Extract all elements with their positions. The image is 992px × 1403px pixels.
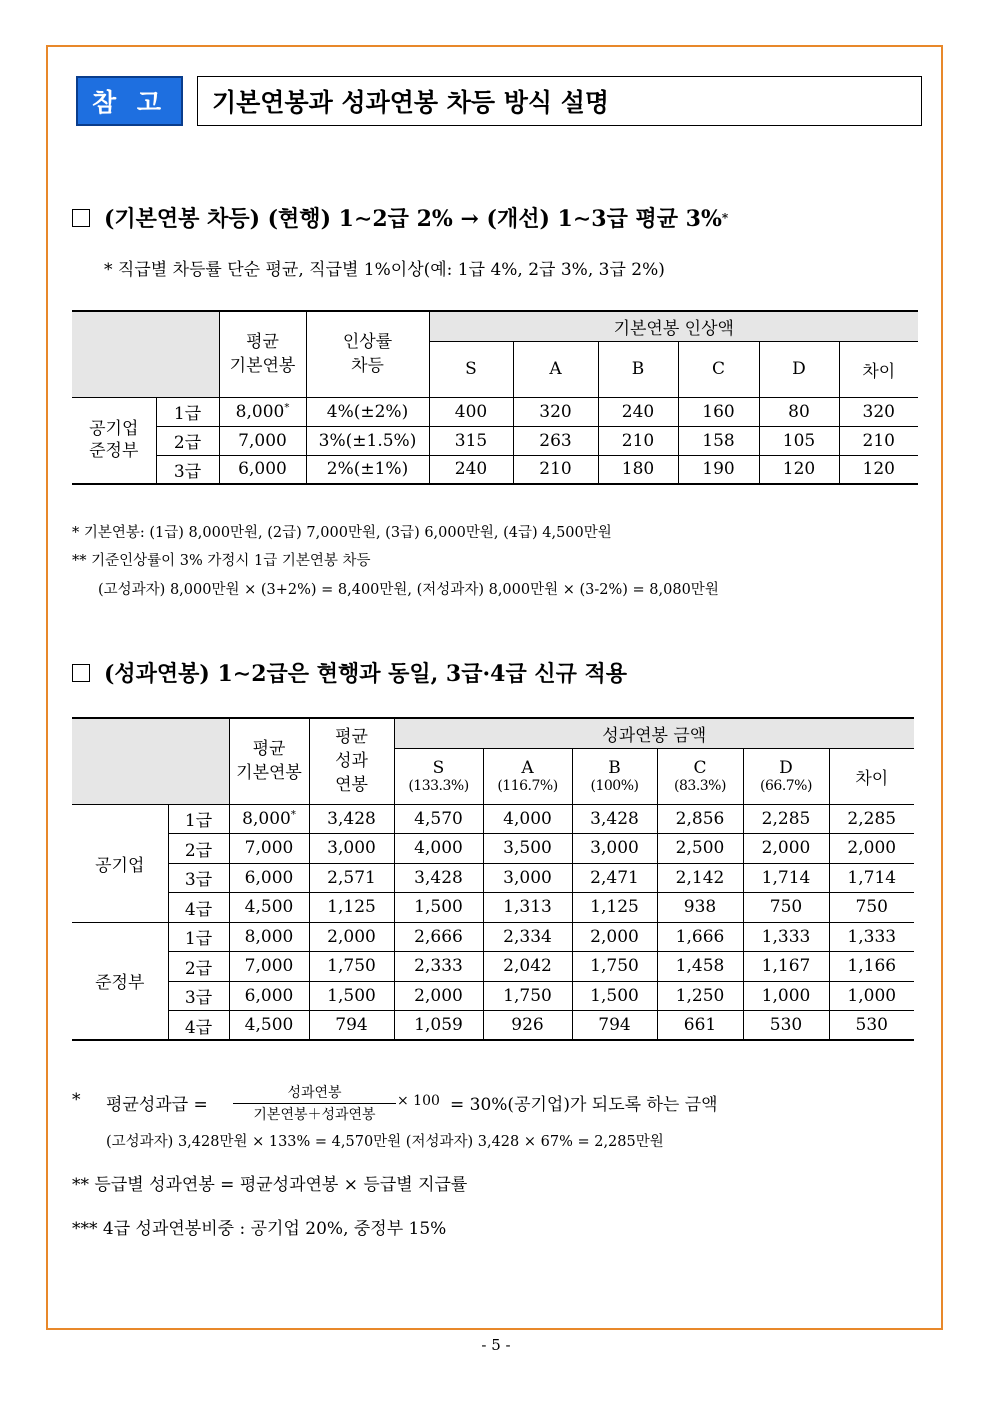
- table-cell: 2,142: [657, 863, 743, 893]
- table-cell: 4,570: [394, 804, 483, 834]
- table-cell: 2,471: [572, 863, 657, 893]
- table-cell: 1,714: [743, 863, 829, 893]
- table-cell: 120: [759, 455, 839, 484]
- table-cell: 2,000: [309, 922, 394, 952]
- table1-col-d: D: [759, 341, 839, 397]
- table-cell: 3,000: [483, 863, 572, 893]
- table2-group-label: 공기업: [72, 804, 168, 922]
- table-cell: 400: [429, 397, 513, 426]
- table-cell: 2,333: [394, 952, 483, 982]
- table-cell: 105: [759, 426, 839, 455]
- table-cell: 2,500: [657, 834, 743, 864]
- table-cell: 4%(±2%): [306, 397, 429, 426]
- table-cell: 2,000: [394, 981, 483, 1011]
- formula-multiplier: × 100: [397, 1093, 440, 1109]
- table-row: [72, 893, 914, 923]
- table-cell: 180: [598, 455, 678, 484]
- table2-col-b: B (100%): [572, 748, 657, 804]
- table-cell: 2급: [168, 834, 229, 864]
- table-cell: 1,125: [572, 893, 657, 923]
- table-cell: 3급: [168, 863, 229, 893]
- table-cell: 530: [743, 1011, 829, 1041]
- table-cell: 120: [839, 455, 918, 484]
- table-cell: 1,714: [829, 863, 914, 893]
- formula-tail: = 30%(공기업)가 되도록 하는 금액: [450, 1095, 718, 1115]
- section1-heading: [72, 202, 728, 233]
- table-cell: 3급: [156, 455, 219, 484]
- table-cell: 1,250: [657, 981, 743, 1011]
- table-cell: 6,000: [229, 981, 309, 1011]
- table1-col-b: B: [598, 341, 678, 397]
- note3: *** 4급 성과연봉비중 : 공기업 20%, 중정부 15%: [72, 1219, 447, 1239]
- table2-h-avg: 평균 기본연봉: [229, 718, 309, 804]
- table2-h-perf: 평균 성과 연봉: [309, 718, 394, 804]
- table2-body: [72, 804, 914, 1040]
- table-row: [72, 834, 914, 864]
- table-cell: 3,428: [572, 804, 657, 834]
- table-cell: 2급: [168, 952, 229, 982]
- table-cell: 4,000: [483, 804, 572, 834]
- table-cell: 750: [743, 893, 829, 923]
- table-cell: 661: [657, 1011, 743, 1041]
- table-cell: 3,000: [572, 834, 657, 864]
- note1-line3: (고성과자) 8,000만원 × (3+2%) = 8,400만원, (저성과자) 8,000만원 × (3-2%) = 8,080만원: [98, 582, 719, 598]
- table1-h-avg: 평균 기본연봉: [219, 311, 306, 397]
- table-row: [72, 981, 914, 1011]
- table-cell: 2,334: [483, 922, 572, 952]
- table1-col-diff: 차이: [839, 341, 918, 397]
- table-cell: 3급: [168, 981, 229, 1011]
- table-cell: 1,500: [572, 981, 657, 1011]
- table-cell: 1급: [168, 804, 229, 834]
- table-cell: 1급: [168, 922, 229, 952]
- table-cell: 2,000: [743, 834, 829, 864]
- table-cell: 2,856: [657, 804, 743, 834]
- note1-line2: ** 기준인상률이 3% 가정시 1급 기본연봉 차등: [72, 553, 371, 569]
- table-cell: 4급: [168, 1011, 229, 1041]
- table-cell: 4급: [168, 893, 229, 923]
- table-cell: 320: [513, 397, 598, 426]
- table-row: [72, 804, 914, 834]
- table-cell: 1,000: [829, 981, 914, 1011]
- table-cell: 190: [678, 455, 759, 484]
- table-cell: 2,042: [483, 952, 572, 982]
- table-cell: 794: [572, 1011, 657, 1041]
- table-cell: 3,000: [309, 834, 394, 864]
- table-cell: 1,750: [572, 952, 657, 982]
- formula-denominator: 기본연봉＋성과연봉: [253, 1107, 376, 1123]
- checkbox-icon: [72, 664, 90, 682]
- table-cell: 8,000: [229, 922, 309, 952]
- table-cell: 8,000*: [219, 397, 306, 426]
- table-cell: 2,000: [829, 834, 914, 864]
- performance-salary-table: [72, 717, 914, 1041]
- table-cell: 1,333: [829, 922, 914, 952]
- reference-tag: 참 고: [76, 76, 183, 126]
- table-cell: 2,000: [572, 922, 657, 952]
- table-cell: 3,428: [309, 804, 394, 834]
- table-cell: 160: [678, 397, 759, 426]
- table-row: [72, 952, 914, 982]
- table-cell: 8,000*: [229, 804, 309, 834]
- table-cell: 2급: [156, 426, 219, 455]
- table-cell: 7,000: [229, 952, 309, 982]
- table-cell: 210: [839, 426, 918, 455]
- note1-line1: * 기본연봉: (1급) 8,000만원, (2급) 7,000만원, (3급) 6,000만원, (4급) 4,500만원: [72, 525, 612, 541]
- table1-group-label: 공기업 준정부: [72, 397, 156, 484]
- table1-col-s: S: [429, 341, 513, 397]
- table-cell: 240: [598, 397, 678, 426]
- table-row: [72, 922, 914, 952]
- table-cell: 210: [513, 455, 598, 484]
- table-cell: 2%(±1%): [306, 455, 429, 484]
- table-row: [72, 1011, 914, 1041]
- table-cell: 2,285: [743, 804, 829, 834]
- table-cell: 1,500: [309, 981, 394, 1011]
- table-cell: 210: [598, 426, 678, 455]
- table-cell: 938: [657, 893, 743, 923]
- formula-star: *: [72, 1090, 81, 1110]
- table1-h-group: 기본연봉 인상액: [429, 311, 918, 341]
- table-cell: 7,000: [219, 426, 306, 455]
- table-cell: 1,333: [743, 922, 829, 952]
- table1-col-c: C: [678, 341, 759, 397]
- table-cell: 3,500: [483, 834, 572, 864]
- checkbox-icon: [72, 209, 90, 227]
- table-cell: 1,750: [483, 981, 572, 1011]
- table-cell: 158: [678, 426, 759, 455]
- formula-fraction: [233, 1082, 396, 1124]
- table2-col-c: C (83.3%): [657, 748, 743, 804]
- table-cell: 2,666: [394, 922, 483, 952]
- table-cell: 1,000: [743, 981, 829, 1011]
- formula-numerator: 성과연봉: [233, 1082, 396, 1104]
- table-cell: 4,500: [229, 1011, 309, 1041]
- table-cell: 80: [759, 397, 839, 426]
- table-cell: 263: [513, 426, 598, 455]
- table-cell: 926: [483, 1011, 572, 1041]
- table-cell: 7,000: [229, 834, 309, 864]
- table-cell: 6,000: [219, 455, 306, 484]
- table-row: [72, 863, 914, 893]
- table2-col-s: S (133.3%): [394, 748, 483, 804]
- section1-note: * 직급별 차등률 단순 평균, 직급별 1%이상(예: 1급 4%, 2급 3%, 3급 2%): [104, 260, 665, 280]
- table-cell: 6,000: [229, 863, 309, 893]
- section2-heading: [72, 657, 627, 688]
- table-cell: 1,500: [394, 893, 483, 923]
- base-salary-table: [72, 310, 918, 485]
- table-cell: 1,666: [657, 922, 743, 952]
- table1-col-a: A: [513, 341, 598, 397]
- table2-col-diff: 차이: [829, 748, 914, 804]
- page-title: 기본연봉과 성과연봉 차등 방식 설명: [197, 76, 922, 126]
- table-cell: 1,458: [657, 952, 743, 982]
- table-cell: 2,285: [829, 804, 914, 834]
- table-cell: 530: [829, 1011, 914, 1041]
- table-cell: 2,571: [309, 863, 394, 893]
- page-number: - 5 -: [481, 1336, 511, 1354]
- table-cell: 1,167: [743, 952, 829, 982]
- table-cell: 315: [429, 426, 513, 455]
- table-cell: 320: [839, 397, 918, 426]
- table-cell: 1,313: [483, 893, 572, 923]
- table1-corner: [72, 311, 219, 397]
- table2-corner: [72, 718, 229, 804]
- table-cell: 4,500: [229, 893, 309, 923]
- table2-col-a: A (116.7%): [483, 748, 572, 804]
- table-cell: 1,125: [309, 893, 394, 923]
- table-cell: 240: [429, 455, 513, 484]
- section1-heading-sup: *: [721, 210, 729, 225]
- formula-label: 평균성과급 =: [106, 1095, 208, 1115]
- table2-group-label: 준정부: [72, 922, 168, 1040]
- formula-example: (고성과자) 3,428만원 × 133% = 4,570만원 (저성과자) 3,428 × 67% = 2,285만원: [106, 1134, 664, 1150]
- table2-h-group: 성과연봉 금액: [394, 718, 914, 748]
- section1-heading-text: (기본연봉 차등) (현행) 1∼2급 2% → (개선) 1∼3급 평균 3%: [104, 206, 722, 232]
- table-cell: 1급: [156, 397, 219, 426]
- table1-h-rate: 인상률 차등: [306, 311, 429, 397]
- table-cell: 3%(±1.5%): [306, 426, 429, 455]
- table-cell: 1,059: [394, 1011, 483, 1041]
- table-cell: 1,166: [829, 952, 914, 982]
- section2-heading-text: (성과연봉) 1∼2급은 현행과 동일, 3급·4급 신규 적용: [104, 661, 628, 687]
- table-cell: 3,428: [394, 863, 483, 893]
- table-cell: 794: [309, 1011, 394, 1041]
- table2-col-d: D (66.7%): [743, 748, 829, 804]
- table-cell: 4,000: [394, 834, 483, 864]
- table-cell: 1,750: [309, 952, 394, 982]
- note2: ** 등급별 성과연봉 = 평균성과연봉 × 등급별 지급률: [72, 1175, 468, 1195]
- table-cell: 750: [829, 893, 914, 923]
